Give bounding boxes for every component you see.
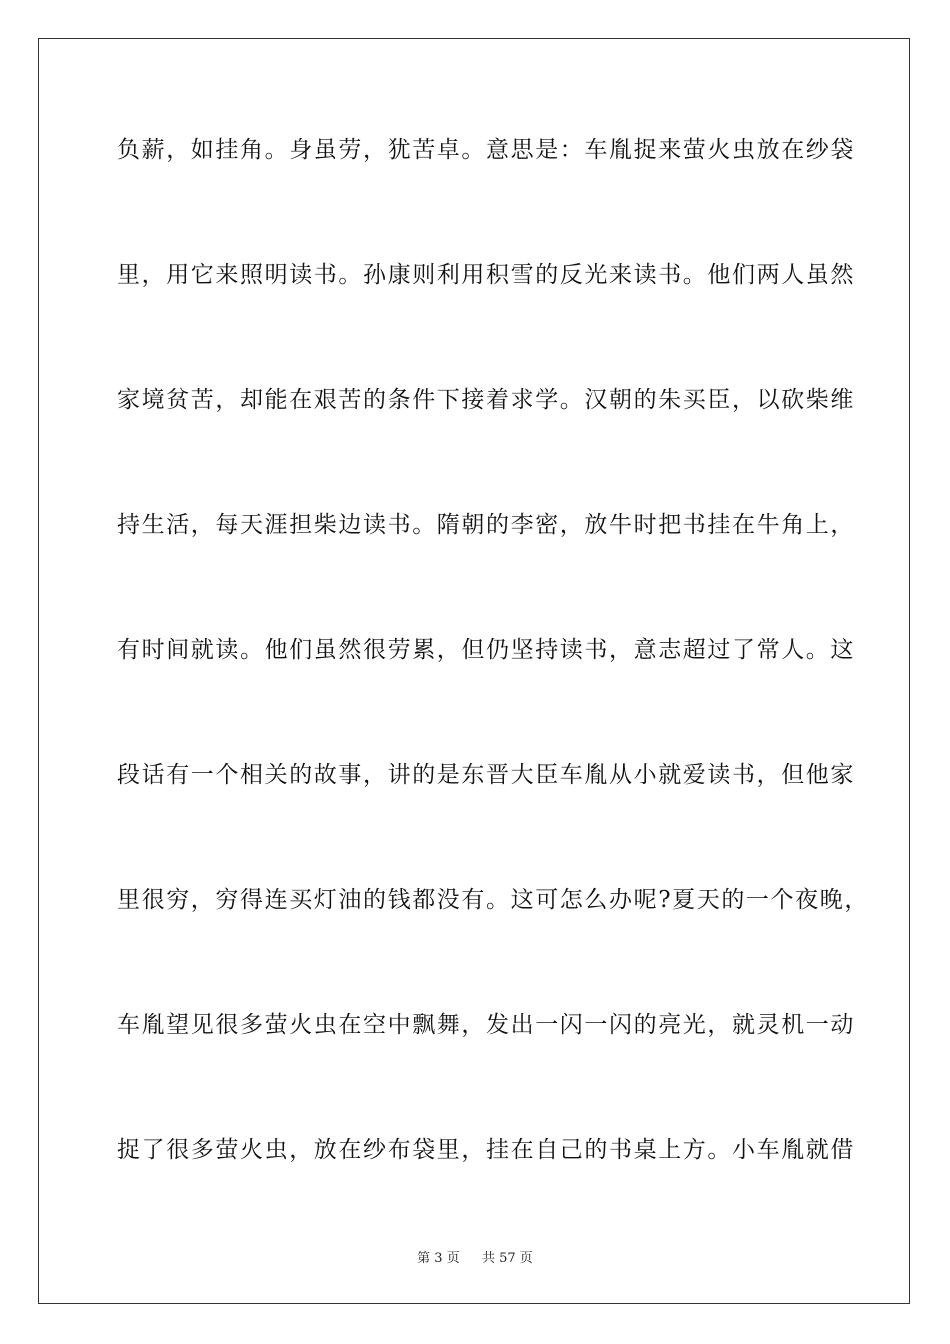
text-line-5: 有时间就读。他们虽然很劳累，但仍坚持读书，意志超过了常人。这 [117,637,855,663]
text-line-3: 家境贫苦，却能在艰苦的条件下接着求学。汉朝的朱买臣，以砍柴维 [117,387,855,413]
text-line-2: 里，用它来照明读书。孙康则利用积雪的反光来读书。他们两人虽然 [117,262,855,288]
page-footer [39,1247,911,1266]
page-total: 共 57 页 [482,1251,533,1266]
body-text [117,137,869,1262]
text-line-8: 车胤望见很多萤火虫在空中飘舞，发出一闪一闪的亮光，就灵机一动 [117,1012,855,1038]
text-line-6: 段话有一个相关的故事，讲的是东晋大臣车胤从小就爱读书，但他家 [117,762,855,788]
text-line-1: 负薪，如挂角。身虽劳，犹苦卓。意思是：车胤捉来萤火虫放在纱袋 [117,137,855,163]
text-line-4: 持生活，每天涯担柴边读书。隋朝的李密，放牛时把书挂在牛角上， [117,512,855,538]
text-line-9: 捉了很多萤火虫，放在纱布袋里，挂在自己的书桌上方。小车胤就借 [117,1137,855,1163]
page-number: 第 3 页 [417,1251,460,1266]
page-frame [38,38,910,1304]
text-line-7: 里很穷，穷得连买灯油的钱都没有。这可怎么办呢?夏天的一个夜晚， [117,887,869,913]
